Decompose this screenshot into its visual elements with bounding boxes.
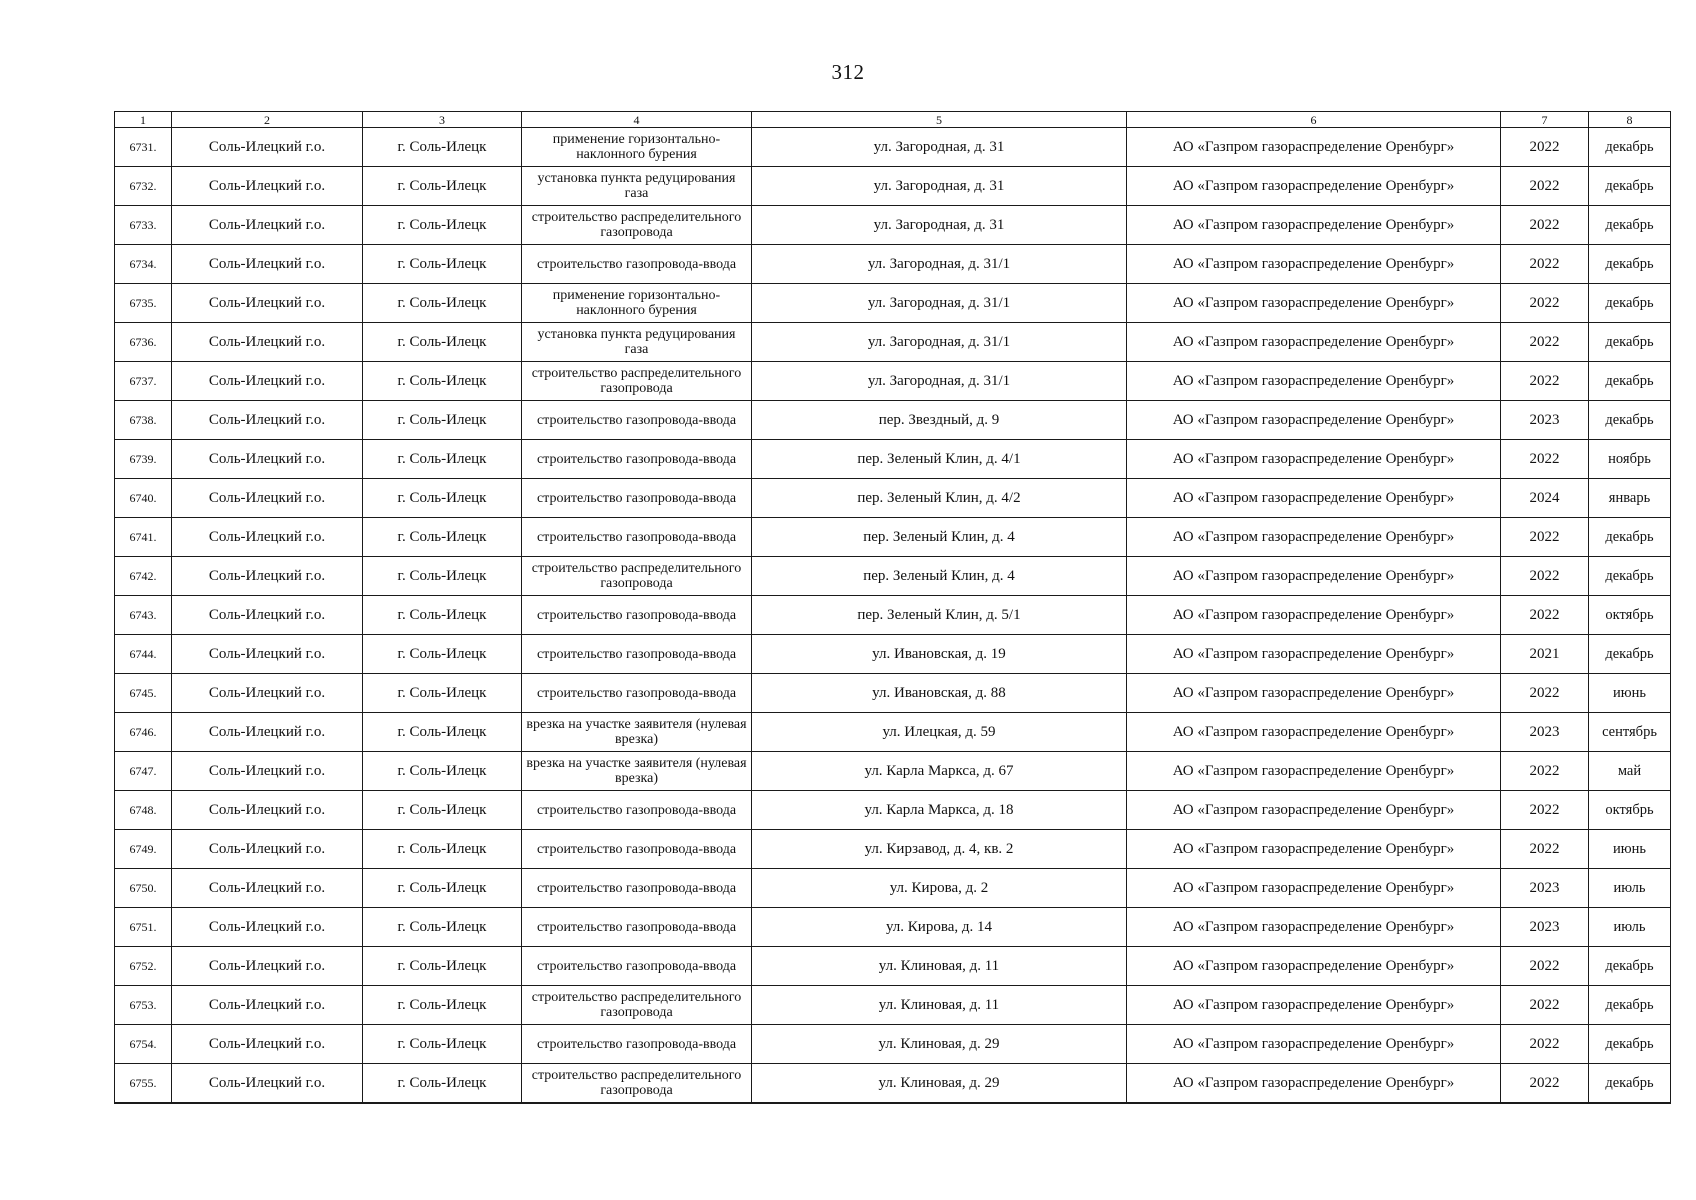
cell-district: Соль-Илецкий г.о. <box>172 440 363 479</box>
cell-district: Соль-Илецкий г.о. <box>172 518 363 557</box>
cell-district: Соль-Илецкий г.о. <box>172 284 363 323</box>
cell-company: АО «Газпром газораспределение Оренбург» <box>1127 401 1501 440</box>
cell-work: строительство газопровода-ввода <box>522 518 752 557</box>
table-row <box>115 323 1671 362</box>
cell-work: строительство газопровода-ввода <box>522 635 752 674</box>
cell-num: 6744. <box>115 635 172 674</box>
cell-num: 6755. <box>115 1064 172 1104</box>
cell-address: ул. Загородная, д. 31 <box>752 128 1127 167</box>
cell-district: Соль-Илецкий г.о. <box>172 752 363 791</box>
cell-month: декабрь <box>1589 518 1671 557</box>
cell-company: АО «Газпром газораспределение Оренбург» <box>1127 596 1501 635</box>
cell-settlement: г. Соль-Илецк <box>363 362 522 401</box>
table-row <box>115 1025 1671 1064</box>
cell-settlement: г. Соль-Илецк <box>363 908 522 947</box>
cell-year: 2022 <box>1501 323 1589 362</box>
cell-company: АО «Газпром газораспределение Оренбург» <box>1127 986 1501 1025</box>
cell-work: строительство газопровода-ввода <box>522 791 752 830</box>
gasification-table <box>114 111 1671 1104</box>
cell-address: ул. Ивановская, д. 19 <box>752 635 1127 674</box>
cell-num: 6742. <box>115 557 172 596</box>
cell-num: 6748. <box>115 791 172 830</box>
cell-address: ул. Илецкая, д. 59 <box>752 713 1127 752</box>
cell-address: ул. Загородная, д. 31 <box>752 167 1127 206</box>
cell-address: пер. Зеленый Клин, д. 5/1 <box>752 596 1127 635</box>
cell-month: декабрь <box>1589 1025 1671 1064</box>
cell-settlement: г. Соль-Илецк <box>363 635 522 674</box>
cell-address: ул. Клиновая, д. 29 <box>752 1025 1127 1064</box>
cell-num: 6731. <box>115 128 172 167</box>
cell-work: установка пункта редуцирования газа <box>522 167 752 206</box>
cell-settlement: г. Соль-Илецк <box>363 284 522 323</box>
table-row <box>115 401 1671 440</box>
cell-settlement: г. Соль-Илецк <box>363 245 522 284</box>
cell-company: АО «Газпром газораспределение Оренбург» <box>1127 947 1501 986</box>
cell-settlement: г. Соль-Илецк <box>363 1025 522 1064</box>
cell-num: 6746. <box>115 713 172 752</box>
table-row <box>115 752 1671 791</box>
table-row <box>115 635 1671 674</box>
cell-work: строительство газопровода-ввода <box>522 908 752 947</box>
cell-year: 2024 <box>1501 479 1589 518</box>
column-header-3: 3 <box>363 112 522 128</box>
cell-company: АО «Газпром газораспределение Оренбург» <box>1127 869 1501 908</box>
cell-year: 2023 <box>1501 713 1589 752</box>
column-header-4: 4 <box>522 112 752 128</box>
cell-month: июнь <box>1589 830 1671 869</box>
column-header-1: 1 <box>115 112 172 128</box>
cell-district: Соль-Илецкий г.о. <box>172 791 363 830</box>
column-header-6: 6 <box>1127 112 1501 128</box>
cell-settlement: г. Соль-Илецк <box>363 518 522 557</box>
cell-num: 6749. <box>115 830 172 869</box>
cell-year: 2022 <box>1501 674 1589 713</box>
cell-month: октябрь <box>1589 596 1671 635</box>
cell-work: строительство распределительного газопровода <box>522 206 752 245</box>
cell-month: декабрь <box>1589 323 1671 362</box>
cell-district: Соль-Илецкий г.о. <box>172 323 363 362</box>
table-row <box>115 908 1671 947</box>
cell-company: АО «Газпром газораспределение Оренбург» <box>1127 830 1501 869</box>
cell-num: 6745. <box>115 674 172 713</box>
cell-company: АО «Газпром газораспределение Оренбург» <box>1127 908 1501 947</box>
cell-month: декабрь <box>1589 1064 1671 1104</box>
cell-settlement: г. Соль-Илецк <box>363 323 522 362</box>
page-number: 312 <box>831 60 865 84</box>
column-header-5: 5 <box>752 112 1127 128</box>
cell-company: АО «Газпром газораспределение Оренбург» <box>1127 674 1501 713</box>
cell-num: 6754. <box>115 1025 172 1064</box>
cell-district: Соль-Илецкий г.о. <box>172 206 363 245</box>
cell-year: 2022 <box>1501 791 1589 830</box>
cell-num: 6752. <box>115 947 172 986</box>
cell-num: 6741. <box>115 518 172 557</box>
cell-settlement: г. Соль-Илецк <box>363 986 522 1025</box>
cell-district: Соль-Илецкий г.о. <box>172 557 363 596</box>
cell-settlement: г. Соль-Илецк <box>363 947 522 986</box>
cell-num: 6733. <box>115 206 172 245</box>
table-body <box>115 128 1671 1104</box>
column-number-row <box>115 112 1671 128</box>
cell-settlement: г. Соль-Илецк <box>363 206 522 245</box>
cell-year: 2023 <box>1501 401 1589 440</box>
cell-address: пер. Зеленый Клин, д. 4/2 <box>752 479 1127 518</box>
cell-month: декабрь <box>1589 947 1671 986</box>
cell-num: 6738. <box>115 401 172 440</box>
cell-work: строительство газопровода-ввода <box>522 401 752 440</box>
cell-num: 6743. <box>115 596 172 635</box>
cell-year: 2022 <box>1501 362 1589 401</box>
cell-month: декабрь <box>1589 986 1671 1025</box>
table-row <box>115 206 1671 245</box>
cell-year: 2022 <box>1501 596 1589 635</box>
cell-settlement: г. Соль-Илецк <box>363 1064 522 1104</box>
cell-year: 2022 <box>1501 440 1589 479</box>
cell-settlement: г. Соль-Илецк <box>363 440 522 479</box>
cell-address: ул. Загородная, д. 31/1 <box>752 245 1127 284</box>
cell-settlement: г. Соль-Илецк <box>363 752 522 791</box>
cell-year: 2022 <box>1501 128 1589 167</box>
cell-month: декабрь <box>1589 284 1671 323</box>
cell-month: декабрь <box>1589 206 1671 245</box>
cell-month: декабрь <box>1589 401 1671 440</box>
cell-work: строительство распределительного газопровода <box>522 1064 752 1104</box>
cell-year: 2022 <box>1501 245 1589 284</box>
table-row <box>115 284 1671 323</box>
cell-month: январь <box>1589 479 1671 518</box>
table-row <box>115 479 1671 518</box>
cell-address: пер. Зеленый Клин, д. 4 <box>752 557 1127 596</box>
cell-work: строительство распределительного газопровода <box>522 986 752 1025</box>
cell-work: строительство газопровода-ввода <box>522 869 752 908</box>
cell-work: установка пункта редуцирования газа <box>522 323 752 362</box>
cell-company: АО «Газпром газораспределение Оренбург» <box>1127 245 1501 284</box>
cell-work: строительство газопровода-ввода <box>522 440 752 479</box>
cell-company: АО «Газпром газораспределение Оренбург» <box>1127 557 1501 596</box>
cell-settlement: г. Соль-Илецк <box>363 167 522 206</box>
cell-address: ул. Загородная, д. 31/1 <box>752 323 1127 362</box>
table-row <box>115 1064 1671 1104</box>
cell-address: ул. Клиновая, д. 29 <box>752 1064 1127 1104</box>
cell-district: Соль-Илецкий г.о. <box>172 596 363 635</box>
cell-address: ул. Клиновая, д. 11 <box>752 986 1127 1025</box>
cell-company: АО «Газпром газораспределение Оренбург» <box>1127 362 1501 401</box>
cell-company: АО «Газпром газораспределение Оренбург» <box>1127 752 1501 791</box>
cell-month: декабрь <box>1589 557 1671 596</box>
table-row <box>115 440 1671 479</box>
cell-settlement: г. Соль-Илецк <box>363 557 522 596</box>
cell-work: строительство газопровода-ввода <box>522 674 752 713</box>
cell-address: ул. Кирзавод, д. 4, кв. 2 <box>752 830 1127 869</box>
cell-district: Соль-Илецкий г.о. <box>172 401 363 440</box>
cell-company: АО «Газпром газораспределение Оренбург» <box>1127 323 1501 362</box>
cell-work: строительство газопровода-ввода <box>522 245 752 284</box>
cell-address: пер. Зеленый Клин, д. 4/1 <box>752 440 1127 479</box>
cell-num: 6753. <box>115 986 172 1025</box>
cell-num: 6732. <box>115 167 172 206</box>
cell-settlement: г. Соль-Илецк <box>363 869 522 908</box>
cell-work: врезка на участке заявителя (нулевая врезка) <box>522 713 752 752</box>
cell-address: пер. Звездный, д. 9 <box>752 401 1127 440</box>
cell-work: строительство газопровода-ввода <box>522 596 752 635</box>
table-row <box>115 596 1671 635</box>
cell-address: ул. Карла Маркса, д. 18 <box>752 791 1127 830</box>
cell-num: 6740. <box>115 479 172 518</box>
table-row <box>115 362 1671 401</box>
cell-address: ул. Загородная, д. 31/1 <box>752 284 1127 323</box>
cell-num: 6735. <box>115 284 172 323</box>
cell-month: ноябрь <box>1589 440 1671 479</box>
cell-month: октябрь <box>1589 791 1671 830</box>
cell-num: 6737. <box>115 362 172 401</box>
cell-year: 2023 <box>1501 908 1589 947</box>
table-row <box>115 674 1671 713</box>
cell-month: декабрь <box>1589 362 1671 401</box>
cell-district: Соль-Илецкий г.о. <box>172 479 363 518</box>
cell-company: АО «Газпром газораспределение Оренбург» <box>1127 479 1501 518</box>
cell-year: 2022 <box>1501 557 1589 596</box>
column-header-2: 2 <box>172 112 363 128</box>
cell-year: 2022 <box>1501 986 1589 1025</box>
cell-year: 2022 <box>1501 752 1589 791</box>
cell-settlement: г. Соль-Илецк <box>363 791 522 830</box>
cell-year: 2023 <box>1501 869 1589 908</box>
cell-district: Соль-Илецкий г.о. <box>172 947 363 986</box>
cell-company: АО «Газпром газораспределение Оренбург» <box>1127 791 1501 830</box>
cell-district: Соль-Илецкий г.о. <box>172 1025 363 1064</box>
cell-address: пер. Зеленый Клин, д. 4 <box>752 518 1127 557</box>
cell-year: 2021 <box>1501 635 1589 674</box>
cell-year: 2022 <box>1501 830 1589 869</box>
cell-year: 2022 <box>1501 518 1589 557</box>
cell-company: АО «Газпром газораспределение Оренбург» <box>1127 635 1501 674</box>
cell-district: Соль-Илецкий г.о. <box>172 908 363 947</box>
cell-num: 6736. <box>115 323 172 362</box>
cell-district: Соль-Илецкий г.о. <box>172 869 363 908</box>
cell-settlement: г. Соль-Илецк <box>363 479 522 518</box>
cell-settlement: г. Соль-Илецк <box>363 128 522 167</box>
cell-district: Соль-Илецкий г.о. <box>172 830 363 869</box>
cell-month: июнь <box>1589 674 1671 713</box>
cell-company: АО «Газпром газораспределение Оренбург» <box>1127 713 1501 752</box>
cell-year: 2022 <box>1501 1064 1589 1104</box>
cell-company: АО «Газпром газораспределение Оренбург» <box>1127 206 1501 245</box>
cell-year: 2022 <box>1501 167 1589 206</box>
cell-work: строительство газопровода-ввода <box>522 947 752 986</box>
table-row <box>115 830 1671 869</box>
cell-district: Соль-Илецкий г.о. <box>172 713 363 752</box>
table-row <box>115 518 1671 557</box>
cell-work: врезка на участке заявителя (нулевая врезка) <box>522 752 752 791</box>
cell-year: 2022 <box>1501 1025 1589 1064</box>
cell-year: 2022 <box>1501 206 1589 245</box>
cell-month: июль <box>1589 908 1671 947</box>
cell-month: декабрь <box>1589 635 1671 674</box>
cell-district: Соль-Илецкий г.о. <box>172 245 363 284</box>
table-row <box>115 791 1671 830</box>
cell-work: строительство газопровода-ввода <box>522 830 752 869</box>
cell-company: АО «Газпром газораспределение Оренбург» <box>1127 1064 1501 1104</box>
table-row <box>115 245 1671 284</box>
cell-district: Соль-Илецкий г.о. <box>172 1064 363 1104</box>
cell-month: сентябрь <box>1589 713 1671 752</box>
cell-settlement: г. Соль-Илецк <box>363 830 522 869</box>
cell-month: июль <box>1589 869 1671 908</box>
cell-address: ул. Загородная, д. 31 <box>752 206 1127 245</box>
cell-month: декабрь <box>1589 167 1671 206</box>
table-row <box>115 986 1671 1025</box>
cell-settlement: г. Соль-Илецк <box>363 596 522 635</box>
cell-work: строительство распределительного газопровода <box>522 362 752 401</box>
cell-district: Соль-Илецкий г.о. <box>172 362 363 401</box>
cell-work: строительство распределительного газопровода <box>522 557 752 596</box>
cell-company: АО «Газпром газораспределение Оренбург» <box>1127 167 1501 206</box>
cell-company: АО «Газпром газораспределение Оренбург» <box>1127 284 1501 323</box>
cell-address: ул. Загородная, д. 31/1 <box>752 362 1127 401</box>
table-row <box>115 947 1671 986</box>
column-header-7: 7 <box>1501 112 1589 128</box>
cell-num: 6747. <box>115 752 172 791</box>
cell-district: Соль-Илецкий г.о. <box>172 986 363 1025</box>
cell-month: декабрь <box>1589 245 1671 284</box>
cell-company: АО «Газпром газораспределение Оренбург» <box>1127 440 1501 479</box>
table-row <box>115 128 1671 167</box>
cell-settlement: г. Соль-Илецк <box>363 674 522 713</box>
table-row <box>115 713 1671 752</box>
cell-work: строительство газопровода-ввода <box>522 479 752 518</box>
cell-num: 6739. <box>115 440 172 479</box>
cell-district: Соль-Илецкий г.о. <box>172 674 363 713</box>
table-row <box>115 869 1671 908</box>
cell-district: Соль-Илецкий г.о. <box>172 635 363 674</box>
cell-work: применение горизонтально-наклонного бурения <box>522 128 752 167</box>
cell-address: ул. Кирова, д. 2 <box>752 869 1127 908</box>
cell-num: 6750. <box>115 869 172 908</box>
cell-num: 6734. <box>115 245 172 284</box>
cell-district: Соль-Илецкий г.о. <box>172 167 363 206</box>
cell-year: 2022 <box>1501 947 1589 986</box>
cell-work: применение горизонтально-наклонного бурения <box>522 284 752 323</box>
table-row <box>115 557 1671 596</box>
cell-company: АО «Газпром газораспределение Оренбург» <box>1127 128 1501 167</box>
cell-num: 6751. <box>115 908 172 947</box>
cell-address: ул. Карла Маркса, д. 67 <box>752 752 1127 791</box>
cell-company: АО «Газпром газораспределение Оренбург» <box>1127 518 1501 557</box>
cell-company: АО «Газпром газораспределение Оренбург» <box>1127 1025 1501 1064</box>
cell-address: ул. Ивановская, д. 88 <box>752 674 1127 713</box>
cell-work: строительство газопровода-ввода <box>522 1025 752 1064</box>
table-row <box>115 167 1671 206</box>
cell-district: Соль-Илецкий г.о. <box>172 128 363 167</box>
cell-settlement: г. Соль-Илецк <box>363 713 522 752</box>
cell-month: декабрь <box>1589 128 1671 167</box>
cell-address: ул. Клиновая, д. 11 <box>752 947 1127 986</box>
cell-address: ул. Кирова, д. 14 <box>752 908 1127 947</box>
column-header-8: 8 <box>1589 112 1671 128</box>
cell-settlement: г. Соль-Илецк <box>363 401 522 440</box>
cell-month: май <box>1589 752 1671 791</box>
cell-year: 2022 <box>1501 284 1589 323</box>
